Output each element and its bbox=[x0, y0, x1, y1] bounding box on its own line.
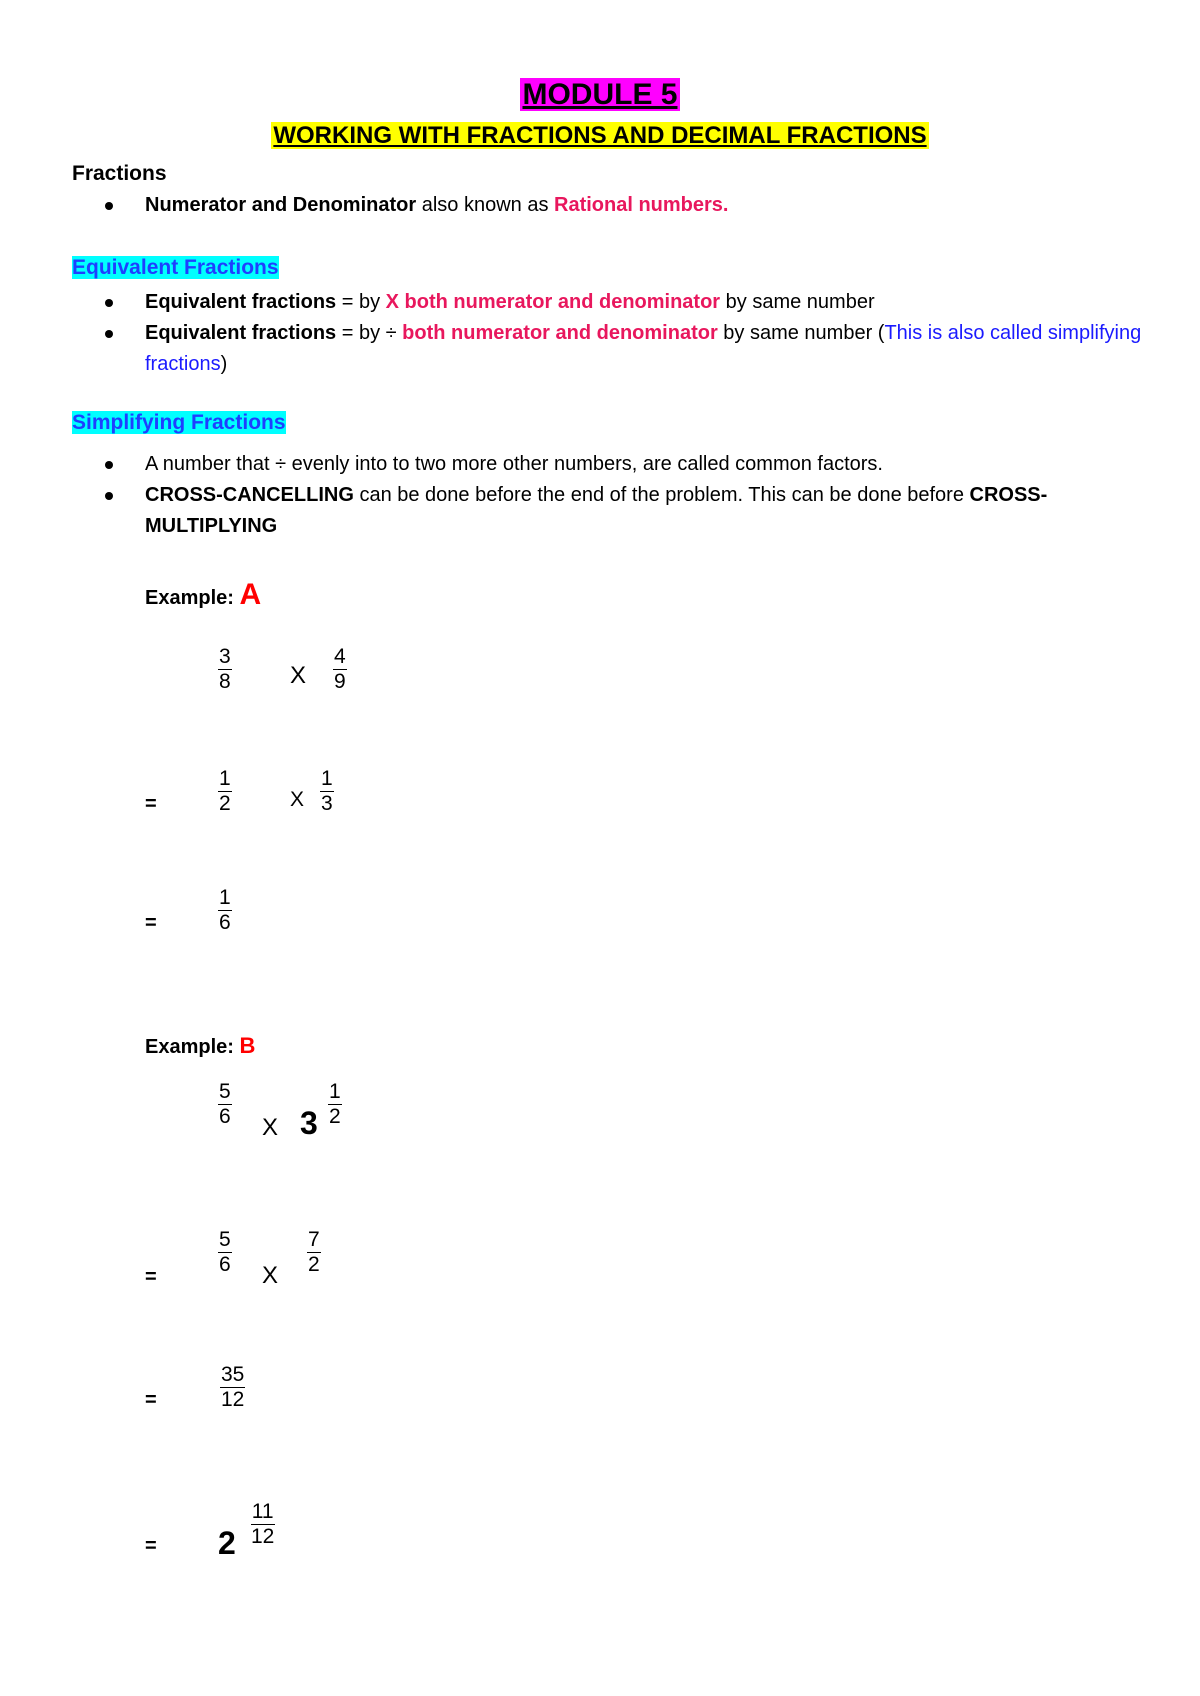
bullet-dot bbox=[105, 299, 113, 307]
simplifying-fractions-heading: Simplifying Fractions bbox=[72, 411, 286, 434]
multiply-operator: X bbox=[262, 1262, 279, 1289]
multiply-operator: X bbox=[290, 662, 307, 689]
fraction: $\frac{1}{2}$ bbox=[329, 1080, 341, 1128]
fraction: $\frac{4}{9}$ bbox=[334, 645, 346, 693]
fractions-heading: Fractions bbox=[72, 162, 167, 185]
module-title: MODULE 5 bbox=[522, 78, 678, 111]
fraction: $\frac{5}{6}$ bbox=[219, 1228, 231, 1276]
equals-sign: = bbox=[145, 1266, 157, 1288]
fraction: $\frac{7}{2}$ bbox=[308, 1228, 320, 1276]
equals-sign: = bbox=[145, 912, 157, 934]
whole-number: 2 bbox=[218, 1525, 236, 1561]
equals-sign: = bbox=[145, 793, 157, 815]
bullet-dot bbox=[105, 461, 113, 469]
fraction: $\frac{35}{12}$ bbox=[221, 1363, 245, 1411]
equals-sign: = bbox=[145, 1389, 157, 1411]
bullet-dot bbox=[105, 202, 113, 210]
example-b-label: Example: B bbox=[145, 1033, 256, 1058]
multiply-operator: X bbox=[290, 788, 305, 811]
fraction: $\frac{5}{6}$ bbox=[219, 1080, 231, 1128]
bullet-dot bbox=[105, 492, 113, 500]
bullet-dot bbox=[105, 330, 113, 338]
fraction: $\frac{1}{3}$ bbox=[321, 767, 333, 815]
fraction: $\frac{11}{12}$ bbox=[251, 1500, 275, 1548]
module-subtitle: WORKING WITH FRACTIONS AND DECIMAL FRACTIONS bbox=[273, 122, 927, 149]
fraction: $\frac{3}{8}$ bbox=[219, 645, 231, 693]
fraction: $\frac{1}{6}$ bbox=[219, 886, 231, 934]
fraction: $\frac{1}{2}$ bbox=[219, 767, 231, 815]
example-a-label: Example: A bbox=[145, 578, 262, 611]
equals-sign: = bbox=[145, 1535, 157, 1557]
equivalent-fractions-heading: Equivalent Fractions bbox=[72, 256, 279, 279]
multiply-operator: X bbox=[262, 1114, 279, 1141]
document-page: MODULE 5 WORKING WITH FRACTIONS AND DECIMAL FRACTIONS Fractions Numerator and Denominator also known as Rational numbers. Equivalent Fractions Equivalent fractions = by X both numerator and denominator by same number Equivalent fractions = by ÷ both numerator and denominator by same number (This is also called simplifying fractions) Simplifying Fractions A number that ÷ evenly into to two more other numbers, are called common factors. CROSS-CANCELLING can be done before the end of the problem. This can be done before CROSS-MULTIPLYING Example: A $\frac{3}{8}$ X $\frac{4}{9}$ = $\frac{1}{2}$ X $\frac{1}{3}$ = $\frac{1}{6}$ Example: B $\frac{5}{6}$ X 3 $\frac{1}{2}$ = $\frac{5}{6}$ X $\frac{7}{2}$ = $\frac{35}{12}$ = 2 $\frac{11}{12}$ bbox=[0, 0, 1200, 1696]
whole-number: 3 bbox=[300, 1105, 318, 1141]
